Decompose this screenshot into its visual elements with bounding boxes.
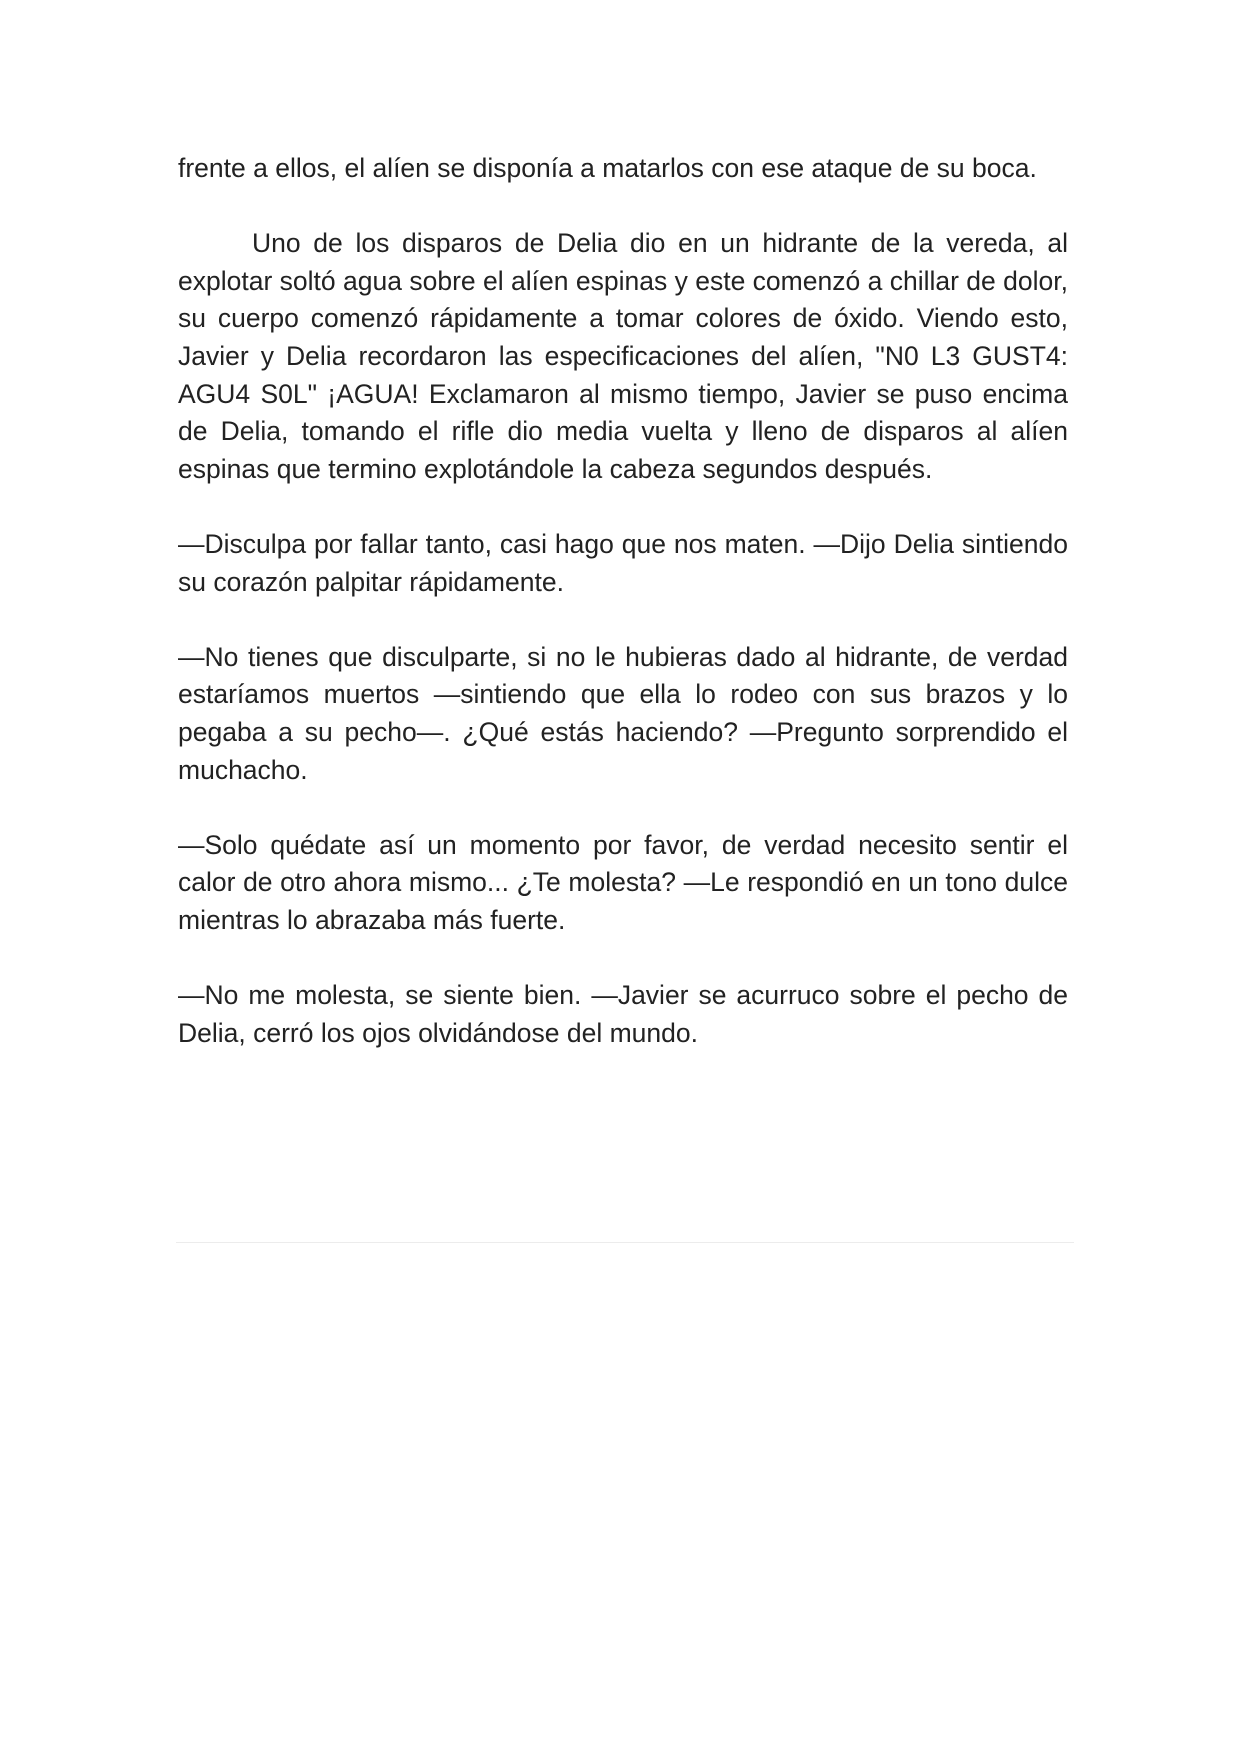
paragraph-4: —No tienes que disculparte, si no le hubieras dado al hidrante, de verdad estaríamos muertos —sintiendo que ella lo rodeo con sus brazos y lo pegaba a su pecho—. ¿Qué estás haciendo? —Pregunto sorprendido el muchacho. [178, 641, 1068, 785]
footer-divider [176, 1242, 1074, 1243]
body-text [178, 150, 1068, 1090]
paragraph-1: frente a ellos, el alíen se disponía a matarlos con ese ataque de su boca. [178, 153, 1037, 183]
paragraph-3: —Disculpa por fallar tanto, casi hago que nos maten. —Dijo Delia sintiendo su corazón palpitar rápidamente. [178, 528, 1068, 597]
paragraph-2: Uno de los disparos de Delia dio en un hidrante de la vereda, al explotar soltó agua sobre el alíen espinas y este comenzó a chillar de dolor, su cuerpo comenzó rápidamente a tomar colores de óxido. Viendo esto, Javier y Delia recordaron las especificaciones del alíen, "N0 L3 GUST4: AGU4 S0L" ¡AGUA! Exclamaron al mismo tiempo, Javier se puso encima de Delia, tomando el rifle dio media vuelta y lleno de disparos al alíen espinas que termino explotándole la cabeza segundos después. [178, 228, 1068, 484]
paragraph-5: —Solo quédate así un momento por favor, de verdad necesito sentir el calor de otro ahora mismo... ¿Te molesta? —Le respondió en un tono dulce mientras lo abrazaba más fuerte. [178, 829, 1068, 935]
paragraph-6: —No me molesta, se siente bien. —Javier se acurruco sobre el pecho de Delia, cerró los ojos olvidándose del mundo. [178, 980, 1068, 1048]
